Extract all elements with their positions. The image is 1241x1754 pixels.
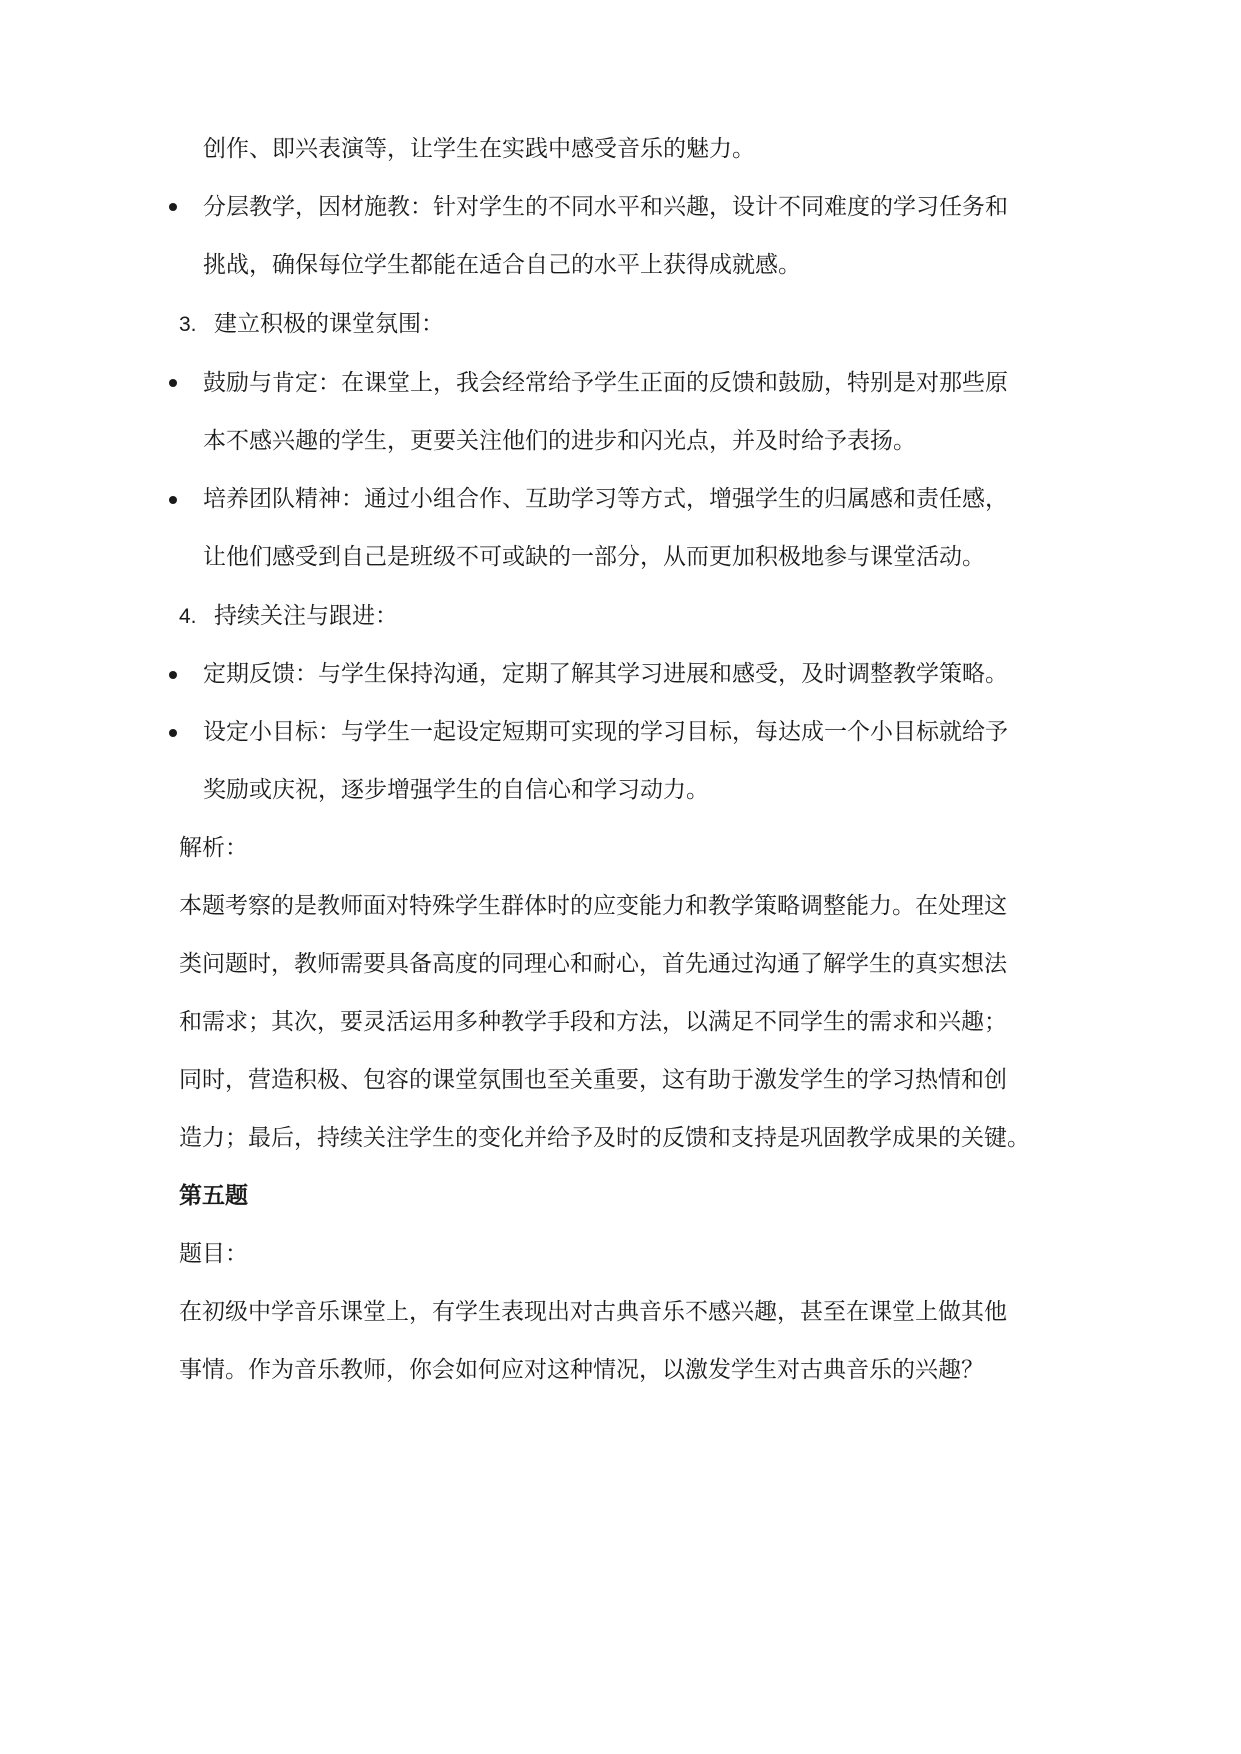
bullet-text: 培养团队精神：通过小组合作、互助学习等方式，增强学生的归属感和责任感，	[203, 486, 1008, 512]
question-line: 事情。作为音乐教师，你会如何应对这种情况，以激发学生对古典音乐的兴趣？	[179, 1357, 984, 1383]
analysis-line: 类问题时，教师需要具备高度的同理心和耐心，首先通过沟通了解学生的真实想法	[179, 951, 1007, 977]
bullet-text: 鼓励与肯定：在课堂上，我会经常给予学生正面的反馈和鼓励，特别是对那些原	[203, 370, 1008, 396]
bullet-dot	[169, 203, 177, 211]
analysis-line: 和需求；其次，要灵活运用多种教学手段和方法，以满足不同学生的需求和兴趣；	[179, 1009, 1007, 1035]
section-number: 4.	[179, 605, 197, 628]
section-title: 建立积极的课堂氛围：	[214, 311, 444, 337]
bullet-dot	[169, 496, 177, 504]
bullet-text: 奖励或庆祝，逐步增强学生的自信心和学习动力。	[203, 777, 709, 803]
bullet-text: 分层教学，因材施教：针对学生的不同水平和兴趣，设计不同难度的学习任务和	[203, 194, 1008, 220]
bullet-dot	[169, 671, 177, 679]
bullet-text: 定期反馈：与学生保持沟通，定期了解其学习进展和感受，及时调整教学策略。	[203, 661, 1008, 687]
analysis-line: 造力；最后，持续关注学生的变化并给予及时的反馈和支持是巩固教学成果的关键。	[179, 1125, 1030, 1151]
continuation-text: 创作、即兴表演等，让学生在实践中感受音乐的魅力。	[203, 136, 755, 162]
bullet-text: 挑战，确保每位学生都能在适合自己的水平上获得成就感。	[203, 252, 801, 278]
bullet-dot	[169, 729, 177, 737]
bullet-text: 设定小目标：与学生一起设定短期可实现的学习目标，每达成一个小目标就给予	[203, 719, 1008, 745]
question-label: 题目：	[179, 1241, 248, 1267]
section-number: 3.	[179, 313, 197, 336]
question-heading: 第五题	[179, 1182, 248, 1209]
analysis-line: 同时，营造积极、包容的课堂氛围也至关重要，这有助于激发学生的学习热情和创	[179, 1067, 1007, 1093]
section-title: 持续关注与跟进：	[214, 603, 398, 629]
bullet-dot	[169, 379, 177, 387]
bullet-text: 本不感兴趣的学生，更要关注他们的进步和闪光点，并及时给予表扬。	[203, 428, 916, 454]
bullet-text: 让他们感受到自己是班级不可或缺的一部分，从而更加积极地参与课堂活动。	[203, 544, 985, 570]
analysis-label: 解析：	[179, 835, 248, 861]
question-line: 在初级中学音乐课堂上，有学生表现出对古典音乐不感兴趣，甚至在课堂上做其他	[179, 1299, 1007, 1325]
analysis-line: 本题考察的是教师面对特殊学生群体时的应变能力和教学策略调整能力。在处理这	[179, 893, 1007, 919]
